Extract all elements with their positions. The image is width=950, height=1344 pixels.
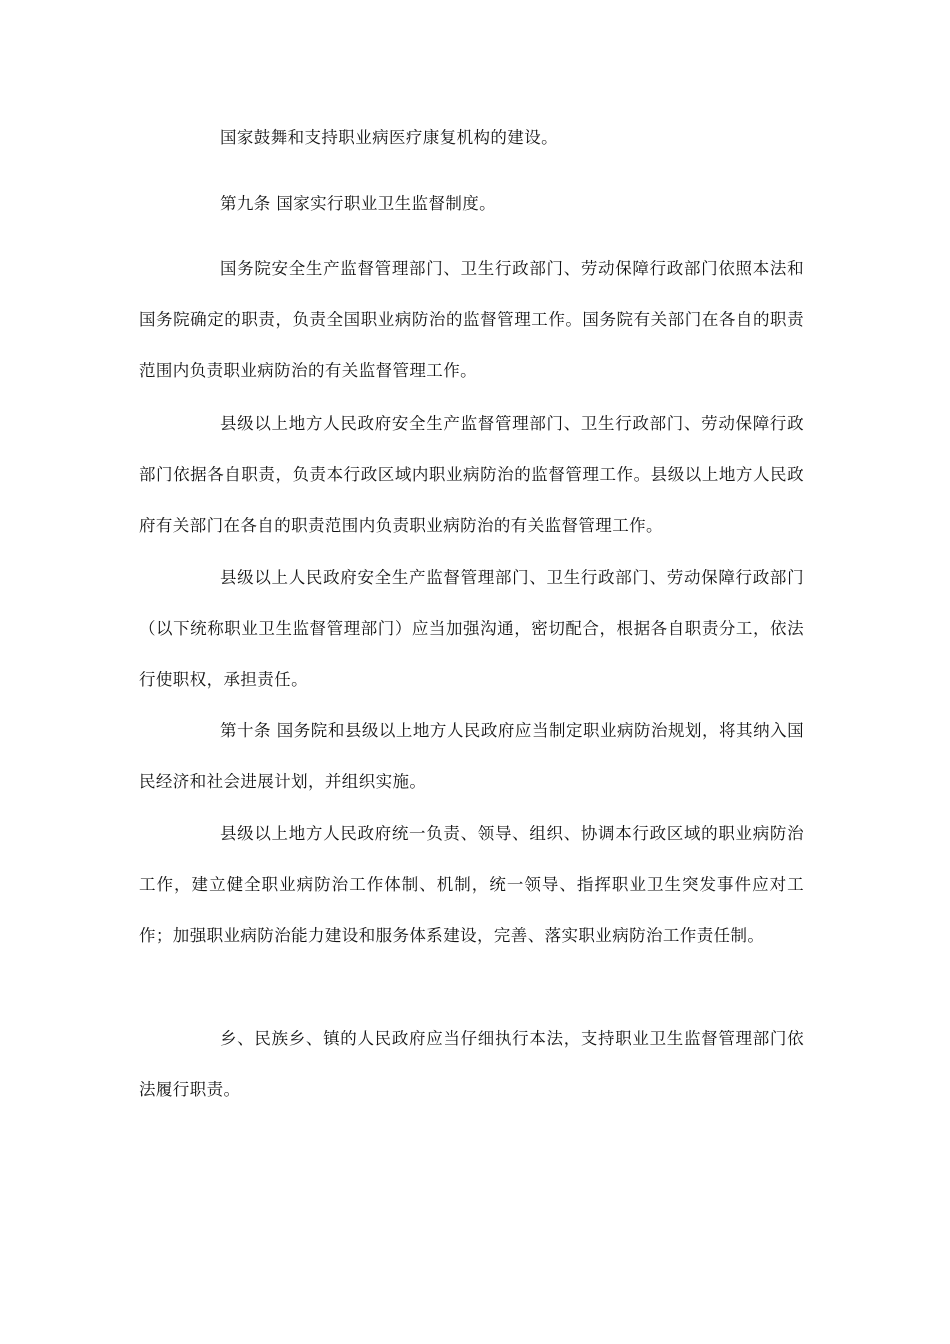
paragraph-article-9: 第九条 国家实行职业卫生监督制度。 <box>220 194 497 213</box>
paragraph-township-duties: 乡、民族乡、镇的人民政府应当仔细执行本法，支持职业卫生监督管理部门依法履行职责。 <box>139 1029 804 1099</box>
paragraph-state-council-duties: 国务院安全生产监督管理部门、卫生行政部门、劳动保障行政部门依照本法和国务院确定的职责，负责全国职业病防治的监督管理工作。国务院有关部门在各自的职责范围内负责职业病防治的有关监督管理工作。 <box>139 259 804 380</box>
paragraph-department-coordination: 县级以上人民政府安全生产监督管理部门、卫生行政部门、劳动保障行政部门（以下统称职业卫生监督管理部门）应当加强沟通，密切配合，根据各自职责分工，依法行使职权，承担责任。 <box>139 568 804 689</box>
paragraph-article-10: 第十条 国务院和县级以上地方人民政府应当制定职业病防治规划，将其纳入国民经济和社会进展计划，并组织实施。 <box>139 721 804 791</box>
paragraph-local-government-duties: 县级以上地方人民政府安全生产监督管理部门、卫生行政部门、劳动保障行政部门依据各自职责，负责本行政区域内职业病防治的监督管理工作。县级以上地方人民政府有关部门在各自的职责范围内负责职业病防治的有关监督管理工作。 <box>139 414 804 535</box>
paragraph-rehab-institutions: 国家鼓舞和支持职业病医疗康复机构的建设。 <box>220 128 558 147</box>
paragraph-local-leadership: 县级以上地方人民政府统一负责、领导、组织、协调本行政区域的职业病防治工作，建立健全职业病防治工作体制、机制，统一领导、指挥职业卫生突发事件应对工作；加强职业病防治能力建设和服务体系建设，完善、落实职业病防治工作责任制。 <box>139 824 804 945</box>
